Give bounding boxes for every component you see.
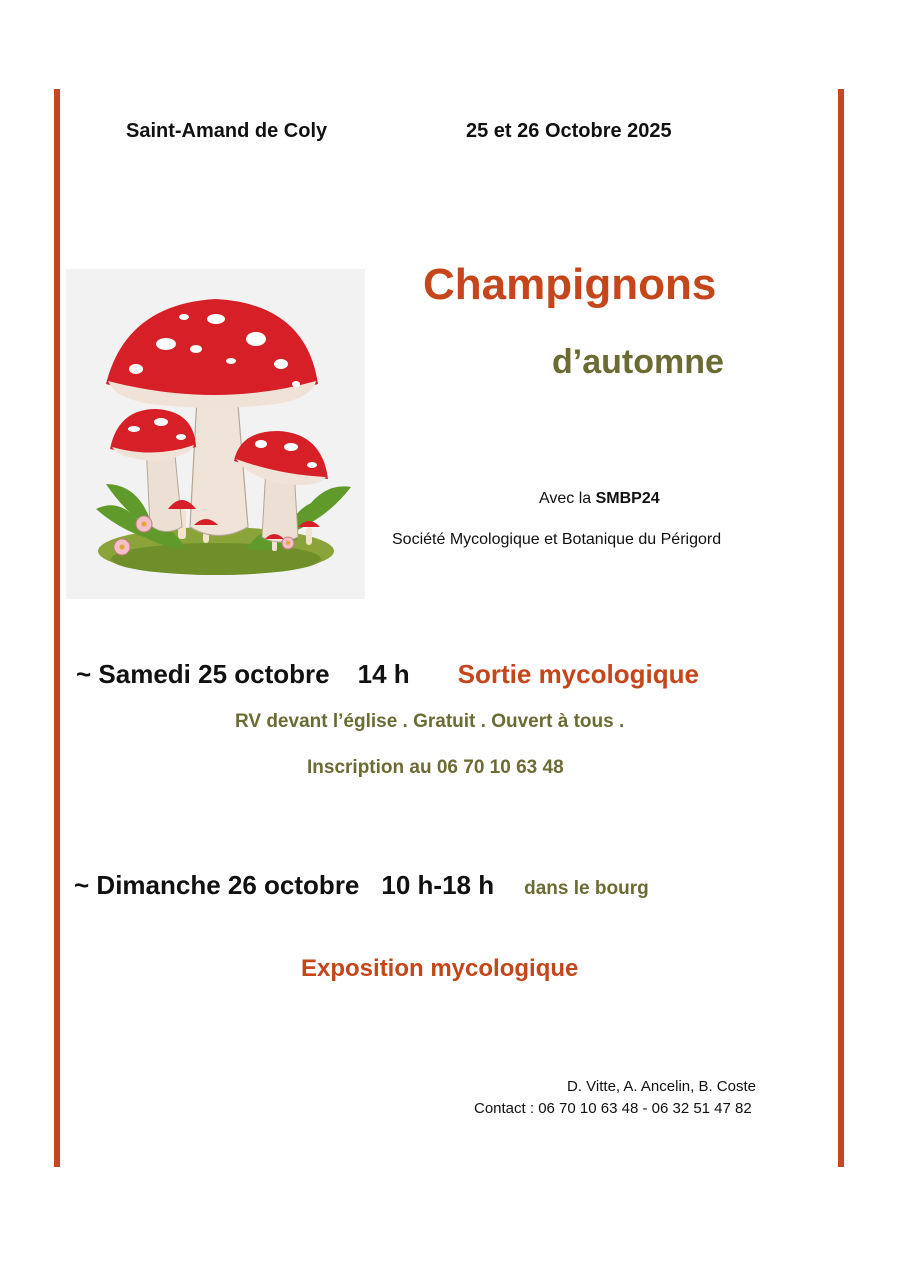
poster-title: Champignons bbox=[423, 260, 717, 309]
left-border-rule bbox=[54, 89, 60, 1167]
sunday-day: Dimanche 26 octobre bbox=[96, 870, 360, 900]
sunday-event: Exposition mycologique bbox=[301, 955, 579, 982]
right-border-rule bbox=[838, 89, 844, 1167]
saturday-time: 14 h bbox=[357, 659, 410, 689]
event-dates: 25 et 26 Octobre 2025 bbox=[466, 120, 672, 142]
event-location: Saint-Amand de Coly bbox=[126, 120, 328, 142]
tilde-bullet: ~ bbox=[74, 870, 90, 900]
poster-subtitle: d’automne bbox=[552, 343, 724, 381]
saturday-line bbox=[76, 659, 699, 690]
authors: D. Vitte, A. Ancelin, B. Coste bbox=[567, 1078, 756, 1095]
saturday-day: Samedi 25 octobre bbox=[98, 659, 330, 689]
saturday-inscription: Inscription au 06 70 10 63 48 bbox=[307, 757, 564, 778]
mushroom-illustration bbox=[66, 269, 365, 599]
sunday-line bbox=[74, 870, 649, 901]
contact-phones: Contact : 06 70 10 63 48 - 06 32 51 47 82 bbox=[474, 1100, 752, 1117]
organizer-short-name: SMBP24 bbox=[595, 490, 660, 507]
sunday-time: 10 h-18 h bbox=[381, 870, 495, 900]
organizer-prefix: Avec la bbox=[539, 490, 596, 507]
mushroom-icon bbox=[66, 269, 365, 599]
tilde-bullet: ~ bbox=[76, 659, 92, 689]
sunday-location: dans le bourg bbox=[524, 878, 649, 899]
organizer-line bbox=[539, 490, 660, 508]
saturday-event: Sortie mycologique bbox=[457, 659, 699, 689]
organizer-full-name: Société Mycologique et Botanique du Périgord bbox=[392, 531, 722, 548]
saturday-meeting-info: RV devant l’église . Gratuit . Ouvert à tous . bbox=[235, 711, 625, 732]
